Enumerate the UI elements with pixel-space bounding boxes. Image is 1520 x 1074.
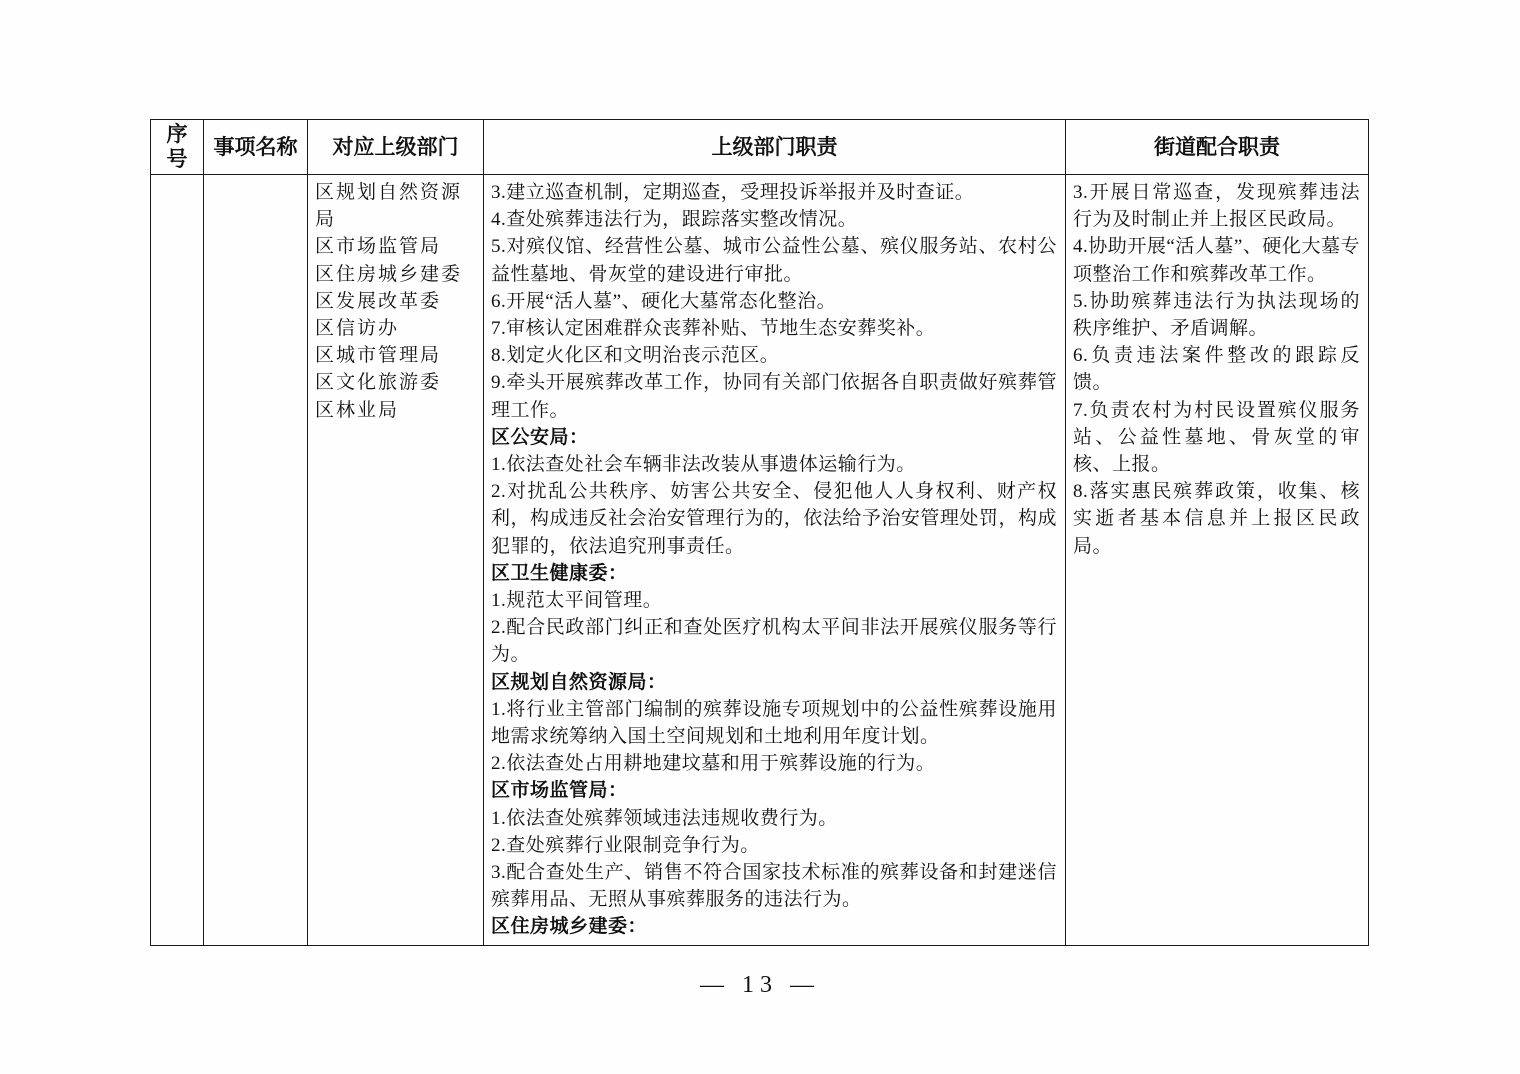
header-departments: 对应上级部门 [308,120,484,175]
superior-duty-line: 7.审核认定困难群众丧葬补贴、节地生态安葬奖补。 [491,318,936,340]
header-street-duties: 街道配合职责 [1066,120,1369,175]
street-duty-line: 8.落实惠民殡葬政策，收集、核实逝者基本信息并上报区民政局。 [1073,481,1360,557]
table-row [151,175,1369,946]
department-line: 区林业局 [315,399,400,421]
department-line: 区规划自然资源局 [315,182,463,231]
superior-duty-line: 2.对扰乱公共秩序、妨害公共安全、侵犯他人人身权利、财产权利，构成违反社会治安管理行为的，依法给予治安管理处罚，构成犯罪的，依法追究刑事责任。 [491,481,1057,557]
superior-duty-line: 3.建立巡查机制，定期巡查，受理投诉举报并及时查证。 [491,182,975,203]
department-line: 区文化旅游委 [315,372,442,394]
superior-duty-line: 1.依法查处殡葬领域违法违规收费行为。 [491,807,838,829]
cell-item-name [204,175,308,946]
superior-duty-line: 区住房城乡建委： [491,916,648,938]
street-duty-line: 6.负责违法案件整改的跟踪反馈。 [1073,345,1360,394]
department-line: 区发展改革委 [315,290,442,312]
header-seq: 序号 [151,120,204,175]
superior-duty-line: 5.对殡仪馆、经营性公墓、城市公益性公墓、殡仪服务站、农村公益性墓地、骨灰堂的建设进行审批。 [491,236,1057,285]
department-line: 区信访办 [315,318,400,340]
superior-duty-line: 9.牵头开展殡葬改革工作，协同有关部门依据各自职责做好殡葬管理工作。 [491,372,1057,421]
street-duty-line: 7.负责农村为村民设置殡仪服务站、公益性墓地、骨灰堂的审核、上报。 [1073,399,1360,476]
superior-duty-line: 区卫生健康委： [491,562,628,584]
cell-seq [151,175,204,946]
superior-duty-line: 2.依法查处占用耕地建坟墓和用于殡葬设施的行为。 [491,753,936,775]
superior-duty-line: 1.规范太平间管理。 [491,590,663,612]
cell-superior-duties [484,175,1066,946]
superior-duty-line: 4.查处殡葬违法行为，跟踪落实整改情况。 [491,209,858,231]
department-line: 区住房城乡建委 [315,263,463,285]
page-number [0,972,1520,999]
superior-duty-line: 2.查处殡葬行业限制竞争行为。 [491,834,760,856]
page-number-label: — 13 — [700,972,820,998]
superior-duty-line: 区规划自然资源局： [491,671,667,693]
superior-duty-line: 区公安局： [491,426,589,448]
superior-duty-line: 6.开展“活人墓”、硬化大墓常态化整治。 [491,290,837,312]
header-superior-duties: 上级部门职责 [484,120,1066,175]
header-item-name: 事项名称 [204,120,308,175]
street-duty-line: 4.协助开展“活人墓”、硬化大墓专项整治工作和殡葬改革工作。 [1073,236,1360,285]
street-duty-line: 5.协助殡葬违法行为执法现场的秩序维护、矛盾调解。 [1073,290,1360,340]
superior-duty-line: 1.依法查处社会车辆非法改装从事遗体运输行为。 [491,454,916,476]
department-line: 区市场监管局 [315,236,442,258]
header-row [151,120,1369,175]
superior-duty-line: 区市场监管局： [491,780,628,802]
department-line: 区城市管理局 [315,345,442,367]
superior-duty-line: 2.配合民政部门纠正和查处医疗机构太平间非法开展殡仪服务等行为。 [491,617,1057,666]
cell-departments [308,175,484,946]
superior-duty-line: 1.将行业主管部门编制的殡葬设施专项规划中的公益性殡葬设施用地需求统筹纳入国土空间规划和土地利用年度计划。 [491,698,1057,748]
duties-table [150,119,1369,946]
superior-duty-line: 3.配合查处生产、销售不符合国家技术标准的殡葬设备和封建迷信殡葬用品、无照从事殡葬服务的违法行为。 [491,862,1057,911]
cell-street-duties [1066,175,1369,946]
street-duty-line: 3.开展日常巡查，发现殡葬违法行为及时制止并上报区民政局。 [1073,182,1360,231]
superior-duty-line: 8.划定火化区和文明治丧示范区。 [491,345,780,367]
